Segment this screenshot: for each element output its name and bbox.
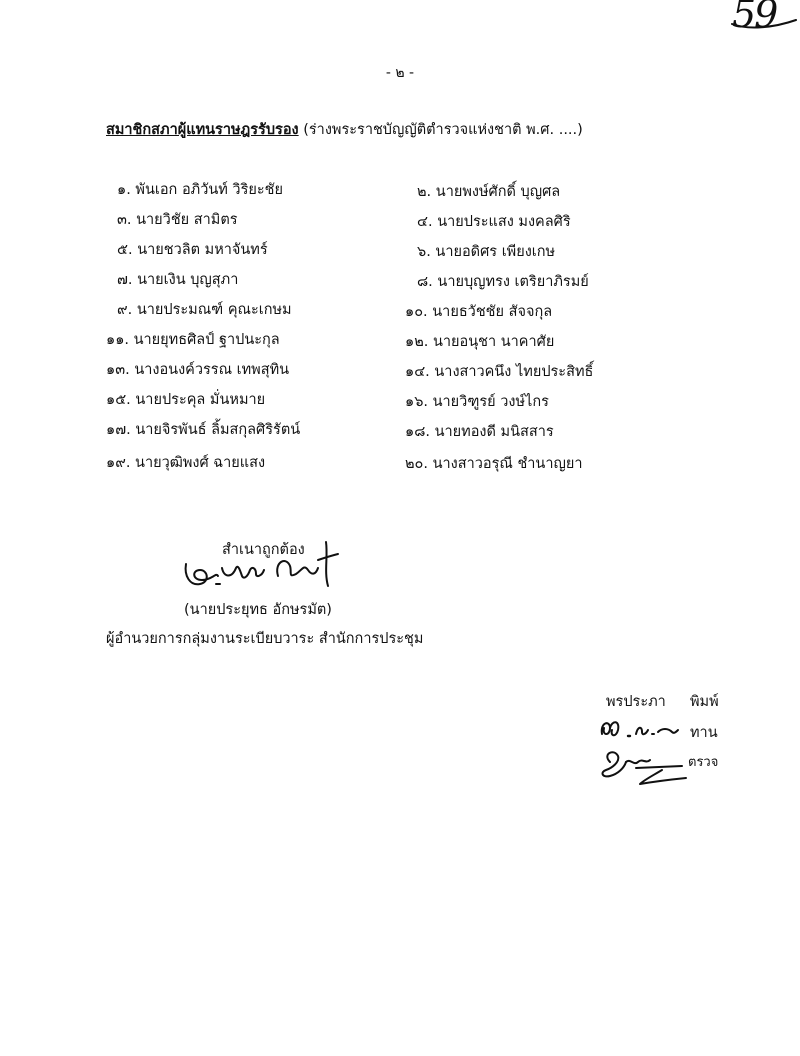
certifier-signature: [178, 540, 348, 596]
checked-label: ตรวจ: [688, 755, 719, 770]
member-item: ๓. นายวิชัย สามิตร: [117, 212, 238, 228]
certified-copy-label: สำเนาถูกต้อง: [222, 542, 305, 558]
certifier-name: (นายประยุทธ อักษรมัต): [184, 602, 332, 618]
member-item: ๑. พันเอก อภิวันท์ วิริยะชัย: [117, 182, 283, 198]
member-item: ๑๘. นายทองดี มนิสสาร: [405, 424, 554, 440]
member-item: ๑๕. นายประคุล มั่นหมาย: [106, 392, 266, 408]
member-item: ๑๒. นายอนุชา นาคาศัย: [405, 334, 555, 350]
member-item: ๑๓. นางอนงค์วรรณ เทพสุทิน: [106, 362, 290, 378]
member-item: ๑๖. นายวิฑูรย์ วงษ์ไกร: [405, 394, 549, 410]
member-item: ๔. นายประแสง มงคลศิริ: [417, 214, 571, 230]
member-item: ๑๔. นางสาวคนึง ไทยประสิทธิ์: [405, 364, 594, 380]
member-item: ๖. นายอดิศร เพียงเกษ: [417, 244, 556, 260]
proofreader-initials: [598, 716, 682, 742]
page-number: - ๒ -: [385, 65, 415, 81]
heading-bill-title: (ร่างพระราชบัญญัติตำรวจแห่งชาติ พ.ศ. ....): [298, 122, 583, 138]
corner-mark-underline: [728, 0, 800, 30]
member-item: ๑๙. นายวุฒิพงศ์ ฉายแสง: [106, 455, 266, 471]
member-item: ๑๐. นายธวัชชัย สัจจกุล: [405, 304, 553, 320]
typist-name: พรประภา: [606, 694, 666, 710]
member-item: ๑๑. นายยุทธศิลป์ ฐาปนะกุล: [106, 332, 280, 348]
member-item: ๘. นายบุญทรง เตริยาภิรมย์: [417, 274, 589, 290]
member-item: ๒๐. นางสาวอรุณี ชำนาญยา: [405, 456, 583, 472]
member-item: ๕. นายชวลิต มหาจันทร์: [117, 242, 268, 258]
heading-bold: สมาชิกสภาผู้แทนราษฎรรับรอง: [106, 122, 299, 138]
checker-signature: [596, 744, 690, 790]
typed-label: พิมพ์: [690, 694, 719, 710]
member-item: ๗. นายเงิน บุญสุภา: [117, 272, 239, 288]
corner-page-mark: 59: [732, 0, 777, 36]
member-item: ๒. นายพงษ์ศักดิ์ บุญศล: [417, 184, 561, 200]
member-item: ๙. นายประมณฑ์ คุณะเกษม: [117, 302, 292, 318]
proofread-label: ทาน: [690, 725, 718, 741]
certifier-position: ผู้อำนวยการกลุ่มงานระเบียบวาระ สำนักการประชุม: [106, 631, 424, 647]
document-heading: [106, 118, 583, 141]
member-item: ๑๗. นายจิรพันธ์ ลิ้มสกุลศิริรัตน์: [106, 422, 301, 438]
